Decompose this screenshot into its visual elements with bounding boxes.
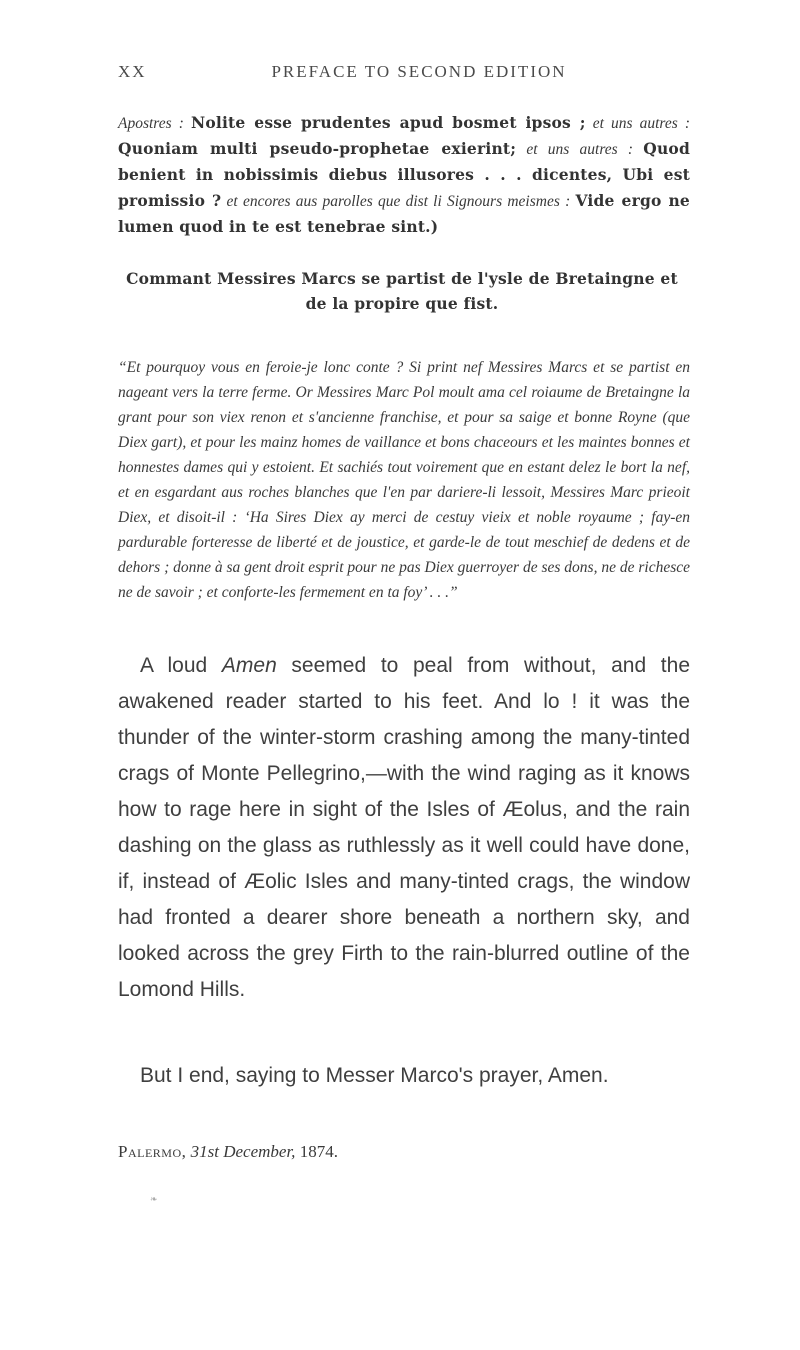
latin-quotation-block xyxy=(118,110,690,240)
page-number: XX xyxy=(118,62,147,81)
running-head-title: PREFACE TO SECOND EDITION xyxy=(271,62,567,81)
amen-emphasis: Amen xyxy=(221,654,277,677)
paragraph-amen-rest: seemed to peal from without, and the awakened reader started to his feet. And lo ! it was the thunder of the winter-storm crashing among the many-tinted crags of Monte Pellegrino,—with the wind raging as it knows how to rage here in sight of the Isles of Æolus, and the rain dashing on the glass as ruthlessly as it well could have done, if, instead of Æolic Isles and many-tinted crags, the window had fronted a dearer shore beneath a northern sky, and looked across the grey Firth to the rain-blurred outline of the Lomond Hills. xyxy=(118,654,690,1001)
latin-label-autres-1: et uns autres : xyxy=(592,115,690,132)
latin-text-quoniam: Quoniam multi pseudo-prophetae exierint; xyxy=(118,139,517,158)
signoff-month: December, xyxy=(218,1142,296,1161)
latin-text-vide: Vide ergo ne lumen quod in te est tenebrae sint.) xyxy=(118,191,690,236)
signoff-place: Palermo, xyxy=(118,1142,187,1161)
latin-label-signours: et encores aus parolles que dist li Signours meismes : xyxy=(226,193,571,210)
paragraph-amen-start: A loud xyxy=(140,654,222,677)
signoff-year: 1874. xyxy=(295,1142,338,1161)
paragraph-amen xyxy=(118,648,690,1008)
latin-label-apostres: Apostres : xyxy=(118,115,184,132)
running-head xyxy=(118,62,690,82)
paragraph-closing: But I end, saying to Messer Marco's prayer, Amen. xyxy=(140,1064,609,1087)
chapter-heading: Commant Messires Marcs se partist de l'ysle de Bretaingne et de la propire que fist. xyxy=(126,269,678,313)
stray-printer-mark: ❧ xyxy=(150,1194,158,1204)
signoff-day: 31st xyxy=(186,1142,219,1161)
old-french-quotation: “Et pourquoy vous en feroie-je lonc conte ? Si print nef Messires Marcs et se partist en nageant vers la terre ferme. Or Messires Marc Pol moult ama cel roiaume de Bretaingne la grant pour son viex renon et s'ancienne franchise, et pour sa saige et bonne Royne (que Diex gart), et pour les mainz homes de vaillance et bons chaceours et les maintes bonnes et honnestes dames qui y estoient. Et sachiés tout voirement que en estant delez le bort la nef, et en esgardant aus roches blanches que l'en par dariere-li lessoit, Messires Marc prieoit Diex, et disoit-il : ‘Ha Sires Diex ay merci de cestuy vieix et noble royaume ; fay-en pardurable forteresse de liberté et de joustice, et garde-le de tout meschief de dedens et de dehors ; donne à sa gent droit esprit pour ne pas Diex guerroyer de ses dons, ne de richesce ne de savoir ; et conforte-les fermement en ta foy’ . . .” xyxy=(118,359,690,601)
latin-text-nolite: Nolite esse prudentes apud bosmet ipsos ; xyxy=(190,113,586,132)
signoff xyxy=(118,1142,338,1162)
latin-text-quod: Quod benient in nobissimis diebus illusores . . . dicentes, Ubi est promissio ? xyxy=(118,139,691,210)
latin-label-autres-2: et uns autres : xyxy=(526,141,634,158)
